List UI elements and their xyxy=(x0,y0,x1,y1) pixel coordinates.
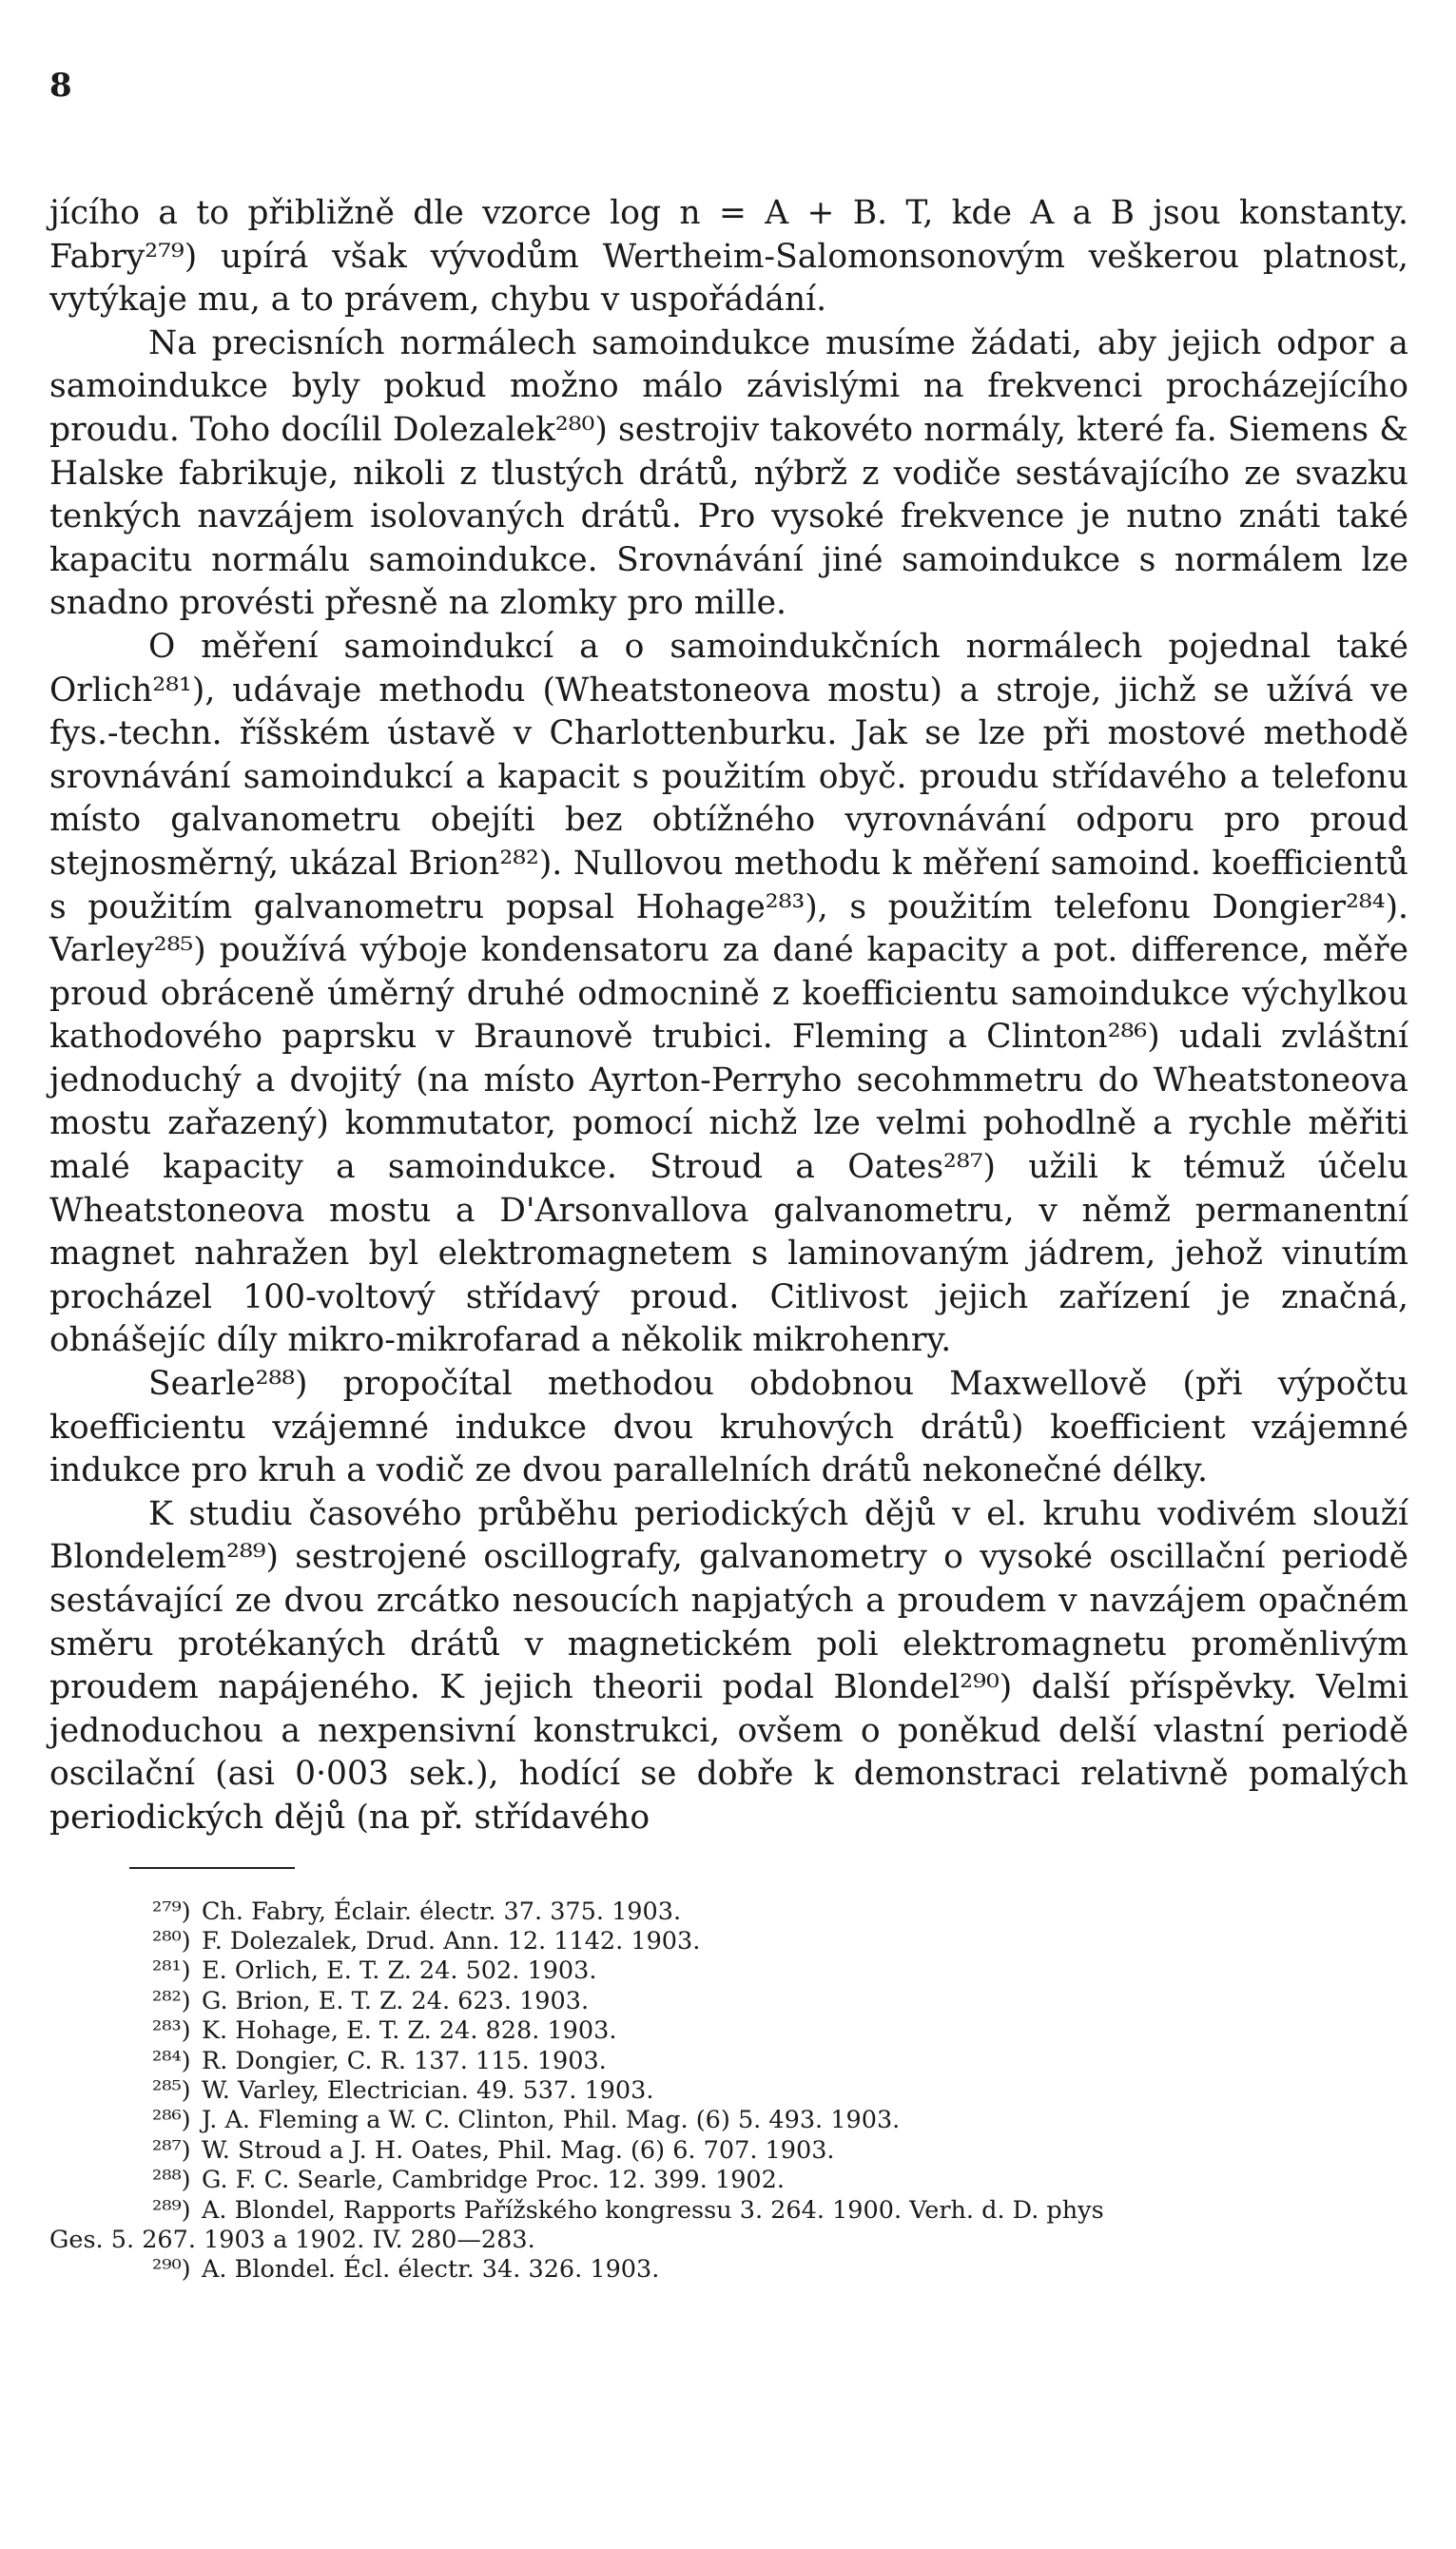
paragraph-3: O měření samoindukcí a o samoindukčních normálech pojednal také Orlich²⁸¹), udávaje methodu (Wheatstoneova mostu) a stroje, jichž se užívá ve fys.-techn. říšském ústavě v Charlottenburku. Jak se lze při mostové methodě srovnávání samoindukcí a kapacit s použitím obyč. proudu střídavého a telefonu místo galvanometru obejíti bez obtížného vyrovnávání odporu pro proud stejnosměrný, ukázal Brion²⁸²). Nullovou methodu k měření samoind. koefficientů s použitím galvanometru popsal Hohage²⁸³), s použitím telefonu Dongier²⁸⁴). Varley²⁸⁵) používá výboje kondensatoru za dané kapacity a pot. difference, měře proud obráceně úměrný druhé odmocnině z koefficientu samoindukce výchylkou kathodového paprsku v Braunově trubici. Fleming a Clinton²⁸⁶) udali zvláštní jednoduchý a dvojitý (na místo Ayrton-Perryho secohmmetru do Wheatstoneova mostu zařazený) kommutator, pomocí nichž lze velmi pohodlně a rychle měřiti malé kapacity a samoindukce. Stroud a Oates²⁸⁷) užili k témuž účelu Wheatstoneova mostu a D'Arsonvallova galvanometru, v němž permanentní magnet nahražen byl elektromagnetem s laminovaným jádrem, jehož vinutím procházel 100-voltový střídavý proud. Citlivost jejich zařízení je značná, obnášejíc díly mikro-mikrofarad a několik mikrohenry. xyxy=(49,627,1408,1360)
footnote-number: ²⁸⁴) xyxy=(152,2046,191,2075)
footnote-text: A. Blondel. Écl. électr. 34. 326. 1903. xyxy=(202,2255,660,2285)
footnote xyxy=(49,2196,1408,2226)
footnote-text: Ch. Fabry, Éclair. électr. 37. 375. 1903. xyxy=(202,1897,682,1926)
footnote xyxy=(49,2106,1408,2135)
paragraph-5: K studiu časového průběhu periodických dějů v el. kruhu vodivém slouží Blondelem²⁸⁹) sestrojené oscillografy, galvanometry o vysoké oscillační periodě sestávající ze dvou zrcátko nesoucích napjatých a proudem v navzájem opačném směru protékaných drátů v magnetickém poli elektromagnetu proměnlivým proudem napájeného. K jejich theorii podal Blondel²⁹⁰) další příspěvky. Velmi jednoduchou a nexpensivní konstrukci, ovšem o poněkud delší vlastní periodě oscilační (asi 0·003 sek.), hodící se dobře k demonstraci relativně pomalých periodických dějů (na př. střídavého xyxy=(49,1494,1408,1837)
footnote-continuation xyxy=(49,2226,1408,2255)
paragraph-1: jícího a to přibližně dle vzorce log n = A + B. T, kde A a B jsou konstanty. Fabry²⁷⁹) upírá však vývodům Wertheim-Salomonsonovým veškerou platnost, vytýkaje mu, a to právem, chybu v uspořádání. xyxy=(49,194,1408,320)
footnote xyxy=(49,1897,1408,1927)
body-text xyxy=(49,192,1408,1840)
page-number: 8 xyxy=(49,67,72,105)
footnote-text: Ges. 5. 267. 1903 a 1902. IV. 280—283. xyxy=(49,2226,535,2255)
footnote-text: G. Brion, E. T. Z. 24. 623. 1903. xyxy=(202,1986,590,2015)
footnote-number: ²⁸³) xyxy=(152,2016,191,2046)
footnote-number: ²⁷⁹) xyxy=(152,1897,191,1926)
footnote-text: A. Blondel, Rapports Pařížského kongressu 3. 264. 1900. Verh. d. D. phys xyxy=(202,2195,1104,2225)
paragraph-2: Na precisních normálech samoindukce musíme žádati, aby jejich odpor a samoindukce byly pokud možno málo závislými na frekvenci procházejícího proudu. Toho docílil Dolezalek²⁸⁰) sestrojiv takovéto normály, které fa. Siemens & Halske fabrikuje, nikoli z tlustých drátů, nýbrž z vodiče sestávajícího ze svazku tenkých navzájem isolovaných drátů. Pro vysoké frekvence je nutno znáti také kapacitu normálu samoindukce. Srovnávání jiné samoindukce s normálem lze snadno provésti přesně na zlomky pro mille. xyxy=(49,323,1408,623)
footnote-text: F. Dolezalek, Drud. Ann. 12. 1142. 1903. xyxy=(202,1926,701,1956)
footnote-number: ²⁸¹) xyxy=(152,1956,191,1986)
footnote-divider xyxy=(129,1867,295,1869)
footnote xyxy=(49,2047,1408,2076)
footnote-text: J. A. Fleming a W. C. Clinton, Phil. Mag. (6) 5. 493. 1903. xyxy=(202,2106,901,2135)
footnote-number: ²⁸⁶) xyxy=(152,2106,191,2135)
footnote-number: ²⁸⁸) xyxy=(152,2166,191,2195)
footnote-number: ²⁸⁹) xyxy=(152,2195,191,2225)
footnote xyxy=(49,2166,1408,2195)
footnote-text: G. F. C. Searle, Cambridge Proc. 12. 399. 1902. xyxy=(202,2166,785,2195)
footnote xyxy=(49,2255,1408,2285)
footnote-number: ²⁹⁰) xyxy=(152,2255,191,2285)
footnote-number: ²⁸⁷) xyxy=(152,2135,191,2165)
footnote-text: W. Varley, Electrician. 49. 537. 1903. xyxy=(202,2076,654,2105)
footnote-number: ²⁸⁵) xyxy=(152,2076,191,2105)
footnote-text: K. Hohage, E. T. Z. 24. 828. 1903. xyxy=(202,2016,617,2046)
footnote xyxy=(49,1927,1408,1956)
footnote xyxy=(49,1956,1408,1986)
footnotes xyxy=(49,1897,1408,2286)
footnote-text: W. Stroud a J. H. Oates, Phil. Mag. (6) 6. 707. 1903. xyxy=(202,2135,835,2165)
footnote-number: ²⁸²) xyxy=(152,1986,191,2015)
footnote xyxy=(49,2076,1408,2106)
footnote-text: E. Orlich, E. T. Z. 24. 502. 1903. xyxy=(202,1956,597,1986)
footnote-number: ²⁸⁰) xyxy=(152,1926,191,1956)
footnote xyxy=(49,2016,1408,2046)
footnote xyxy=(49,1987,1408,2016)
footnote xyxy=(49,2136,1408,2166)
footnote-text: R. Dongier, C. R. 137. 115. 1903. xyxy=(202,2046,607,2075)
paragraph-4: Searle²⁸⁸) propočítal methodou obdobnou Maxwellově (při výpočtu koefficientu vzájemné indukce dvou kruhových drátů) koefficient vzájemné indukce pro kruh a vodič ze dvou parallelních drátů nekonečné délky. xyxy=(49,1365,1408,1490)
